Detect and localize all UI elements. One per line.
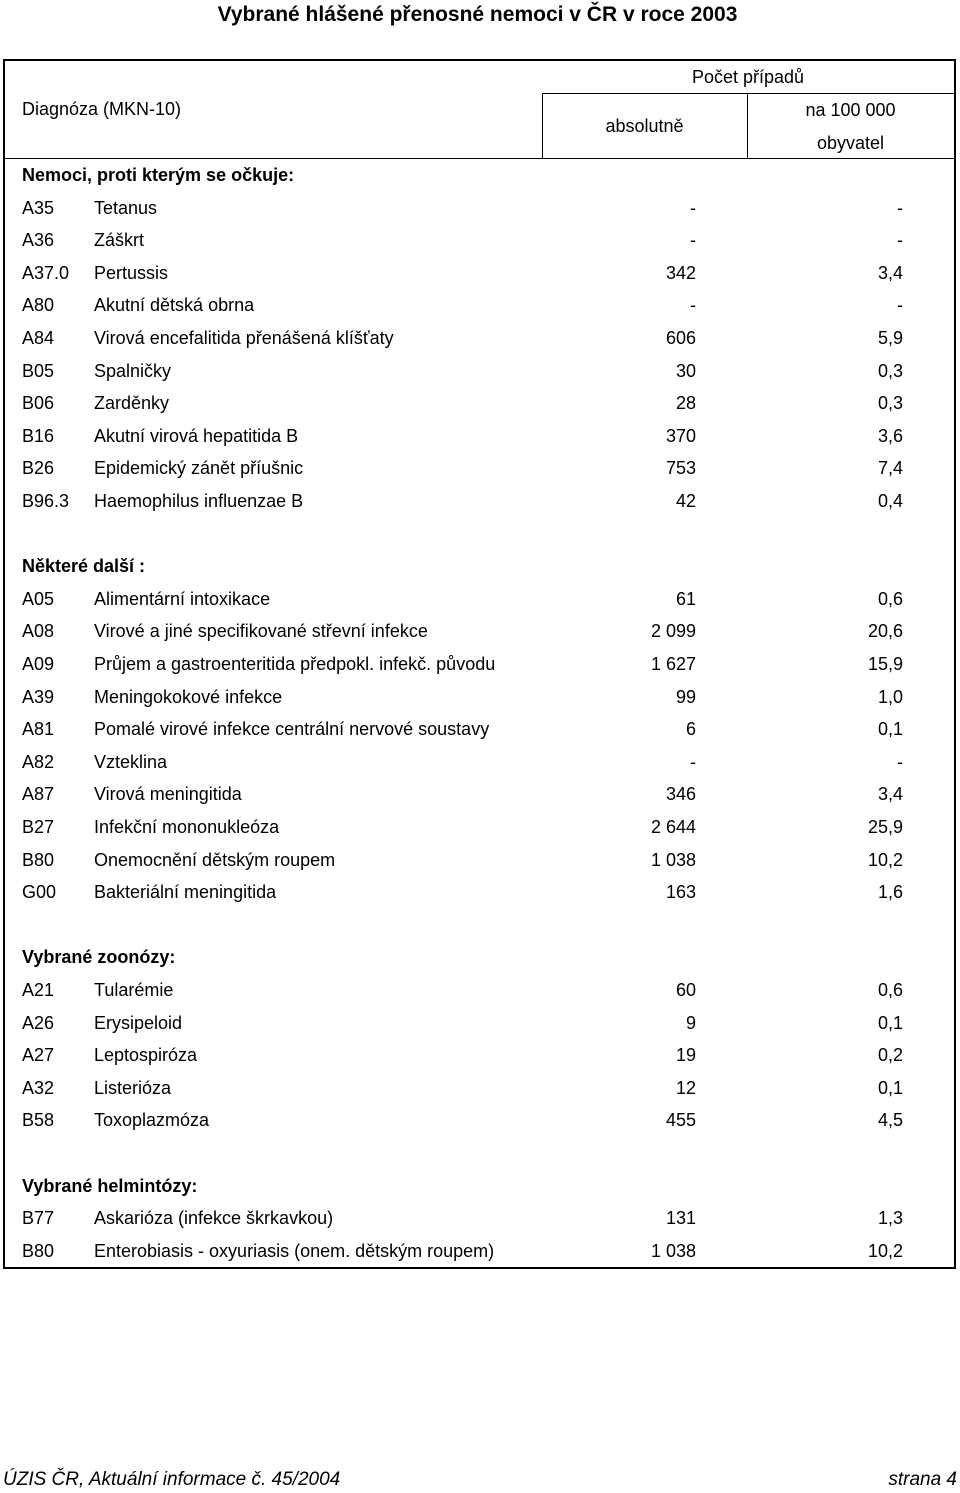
- rate-per-100k: 3,4: [877, 262, 903, 283]
- absolute-count: -: [690, 751, 696, 772]
- rate-per-100k: 1,3: [877, 1208, 903, 1229]
- disease-name: Průjem a gastroenteritida předpokl. infekč. původu: [94, 654, 496, 674]
- disease-table: [3, 59, 956, 1269]
- disease-name: Askarióza (infekce škrkavkou): [94, 1208, 334, 1229]
- header-divider-bottom: [5, 158, 954, 159]
- absolute-count: 1 627: [650, 654, 696, 674]
- rate-per-100k: 3,6: [877, 425, 903, 446]
- disease-name: Meningokokové infekce: [94, 686, 283, 707]
- diagnosis-header: Diagnóza (MKN-10): [22, 99, 182, 119]
- cases-header: Počet případů: [691, 67, 805, 87]
- rate-per-100k: 0,3: [877, 393, 903, 414]
- absolute-count: -: [690, 295, 696, 316]
- disease-code: B05: [22, 360, 55, 381]
- footer-page-number: strana 4: [888, 1469, 957, 1490]
- table-row: [5, 1235, 954, 1267]
- disease-code: B96.3: [22, 491, 70, 511]
- page-title: Vybrané hlášené přenosné nemoci v ČR v roce 2003: [217, 3, 738, 26]
- table-row: [5, 420, 954, 452]
- table-row: [5, 681, 954, 713]
- disease-name: Zarděnky: [94, 393, 170, 414]
- rate-per-100k: 10,2: [867, 849, 903, 870]
- absolute-count: 12: [675, 1077, 696, 1098]
- table-row: [5, 355, 954, 387]
- per100k-header-line1: na 100 000: [805, 100, 896, 120]
- disease-code: A05: [22, 588, 55, 609]
- table-row: [5, 1039, 954, 1071]
- rate-per-100k: 0,6: [877, 588, 903, 609]
- absolute-count: 61: [675, 588, 696, 609]
- disease-code: B06: [22, 393, 55, 414]
- absolute-count: 6: [685, 719, 696, 740]
- table-row: [5, 322, 954, 354]
- table-row: [5, 974, 954, 1006]
- disease-name: Toxoplazmóza: [94, 1110, 210, 1131]
- disease-code: B58: [22, 1110, 55, 1131]
- disease-name: Infekční mononukleóza: [94, 817, 280, 837]
- absolute-count: 2 644: [650, 817, 696, 837]
- disease-code: B80: [22, 849, 55, 870]
- disease-name: Bakteriální meningitida: [94, 882, 277, 903]
- absolute-count: 753: [665, 458, 696, 479]
- disease-code: A26: [22, 1012, 55, 1033]
- disease-code: A21: [22, 980, 55, 1000]
- header-divider-top: [542, 93, 954, 94]
- absolute-count: -: [690, 197, 696, 218]
- disease-name: Záškrt: [94, 230, 145, 251]
- table-row: [5, 224, 954, 256]
- table-row: [5, 844, 954, 876]
- table-row: [5, 387, 954, 419]
- rate-per-100k: 0,6: [877, 980, 903, 1000]
- disease-name: Enterobiasis - oxyuriasis (onem. dětským roupem): [94, 1240, 495, 1261]
- absolute-count: -: [690, 230, 696, 251]
- disease-code: A09: [22, 654, 55, 674]
- disease-code: A37.0: [22, 262, 70, 283]
- disease-code: A84: [22, 328, 55, 348]
- disease-name: Listerióza: [94, 1077, 172, 1098]
- disease-name: Virové a jiné specifikované střevní infekce: [94, 621, 428, 642]
- disease-code: A39: [22, 686, 55, 707]
- disease-name: Tetanus: [94, 197, 158, 218]
- section-title: Vybrané helmintózy:: [22, 1175, 198, 1196]
- rate-per-100k: 4,5: [877, 1110, 903, 1131]
- section-title: Nemoci, proti kterým se očkuje:: [22, 165, 295, 185]
- absolute-count: 1 038: [650, 849, 696, 870]
- disease-code: B27: [22, 817, 55, 837]
- table-row: [5, 615, 954, 647]
- section-title: Některé další :: [22, 556, 146, 577]
- absolute-count: 19: [675, 1045, 696, 1066]
- table-row: [5, 876, 954, 908]
- absolute-header: absolutně: [605, 116, 684, 136]
- absolute-count: 606: [665, 328, 696, 348]
- table-row: [5, 485, 954, 517]
- disease-code: B77: [22, 1208, 55, 1229]
- absolute-count: 2 099: [650, 621, 696, 642]
- rate-per-100k: 1,6: [877, 882, 903, 903]
- disease-code: A36: [22, 230, 55, 251]
- rate-per-100k: 0,2: [877, 1045, 903, 1066]
- table-row: [5, 713, 954, 745]
- table-row: [5, 1072, 954, 1104]
- absolute-count: 99: [675, 686, 696, 707]
- table-row: [5, 452, 954, 484]
- rate-per-100k: 10,2: [867, 1240, 903, 1261]
- absolute-count: 30: [675, 360, 696, 381]
- disease-name: Onemocnění dětským roupem: [94, 849, 336, 870]
- disease-code: G00: [22, 882, 57, 903]
- rate-per-100k: 0,1: [877, 1077, 903, 1098]
- table-row: [5, 1104, 954, 1136]
- disease-name: Virová encefalitida přenášená klíšťaty: [94, 328, 394, 348]
- rate-per-100k: 7,4: [877, 458, 903, 479]
- disease-name: Epidemický zánět příušnic: [94, 458, 304, 479]
- absolute-count: 9: [685, 1012, 696, 1033]
- disease-name: Alimentární intoxikace: [94, 588, 271, 609]
- absolute-count: 60: [675, 980, 696, 1000]
- rate-per-100k: 20,6: [867, 621, 903, 642]
- rate-per-100k: 0,1: [877, 1012, 903, 1033]
- rate-per-100k: 0,3: [877, 360, 903, 381]
- disease-name: Akutní dětská obrna: [94, 295, 255, 316]
- absolute-count: 346: [665, 784, 696, 805]
- absolute-count: 42: [675, 491, 696, 511]
- absolute-count: 370: [665, 425, 696, 446]
- rate-per-100k: 0,4: [877, 491, 903, 511]
- disease-name: Pertussis: [94, 262, 169, 283]
- disease-name: Virová meningitida: [94, 784, 242, 805]
- rate-per-100k: 5,9: [877, 328, 903, 348]
- table-row: [5, 583, 954, 615]
- disease-code: A87: [22, 784, 55, 805]
- disease-name: Erysipeloid: [94, 1012, 183, 1033]
- rate-per-100k: 15,9: [867, 654, 903, 674]
- disease-code: B16: [22, 425, 55, 446]
- rate-per-100k: 3,4: [877, 784, 903, 805]
- disease-name: Vzteklina: [94, 751, 168, 772]
- table-row: [5, 289, 954, 321]
- disease-code: A35: [22, 197, 55, 218]
- disease-code: A81: [22, 719, 55, 740]
- table-row: [5, 746, 954, 778]
- absolute-count: 1 038: [650, 1240, 696, 1261]
- table-row: [5, 811, 954, 843]
- rate-per-100k: -: [897, 295, 903, 316]
- disease-name: Haemophilus influenzae B: [94, 491, 304, 511]
- rate-per-100k: -: [897, 751, 903, 772]
- absolute-count: 342: [665, 262, 696, 283]
- disease-code: B80: [22, 1240, 55, 1261]
- absolute-count: 131: [665, 1208, 696, 1229]
- disease-name: Spalničky: [94, 360, 172, 381]
- table-row: [5, 257, 954, 289]
- absolute-count: 455: [665, 1110, 696, 1131]
- disease-code: A27: [22, 1045, 55, 1066]
- disease-code: B26: [22, 458, 55, 479]
- table-row: [5, 1007, 954, 1039]
- table-row: [5, 1202, 954, 1234]
- rate-per-100k: -: [897, 230, 903, 251]
- disease-name: Pomalé virové infekce centrální nervové soustavy: [94, 719, 490, 740]
- rate-per-100k: 25,9: [867, 817, 903, 837]
- footer-source: ÚZIS ČR, Aktuální informace č. 45/2004: [3, 1469, 341, 1490]
- table-row: [5, 192, 954, 224]
- disease-code: A80: [22, 295, 55, 316]
- per100k-header-line2: obyvatel: [816, 133, 885, 153]
- disease-code: A32: [22, 1077, 55, 1098]
- disease-code: A08: [22, 621, 55, 642]
- section-title: Vybrané zoonózy:: [22, 947, 176, 968]
- disease-name: Tularémie: [94, 980, 174, 1000]
- disease-name: Leptospiróza: [94, 1045, 198, 1066]
- absolute-count: 163: [665, 882, 696, 903]
- rate-per-100k: 1,0: [877, 686, 903, 707]
- rate-per-100k: 0,1: [877, 719, 903, 740]
- table-row: [5, 778, 954, 810]
- disease-name: Akutní virová hepatitida B: [94, 425, 299, 446]
- table-row: [5, 648, 954, 680]
- rate-per-100k: -: [897, 197, 903, 218]
- disease-code: A82: [22, 751, 55, 772]
- absolute-count: 28: [675, 393, 696, 414]
